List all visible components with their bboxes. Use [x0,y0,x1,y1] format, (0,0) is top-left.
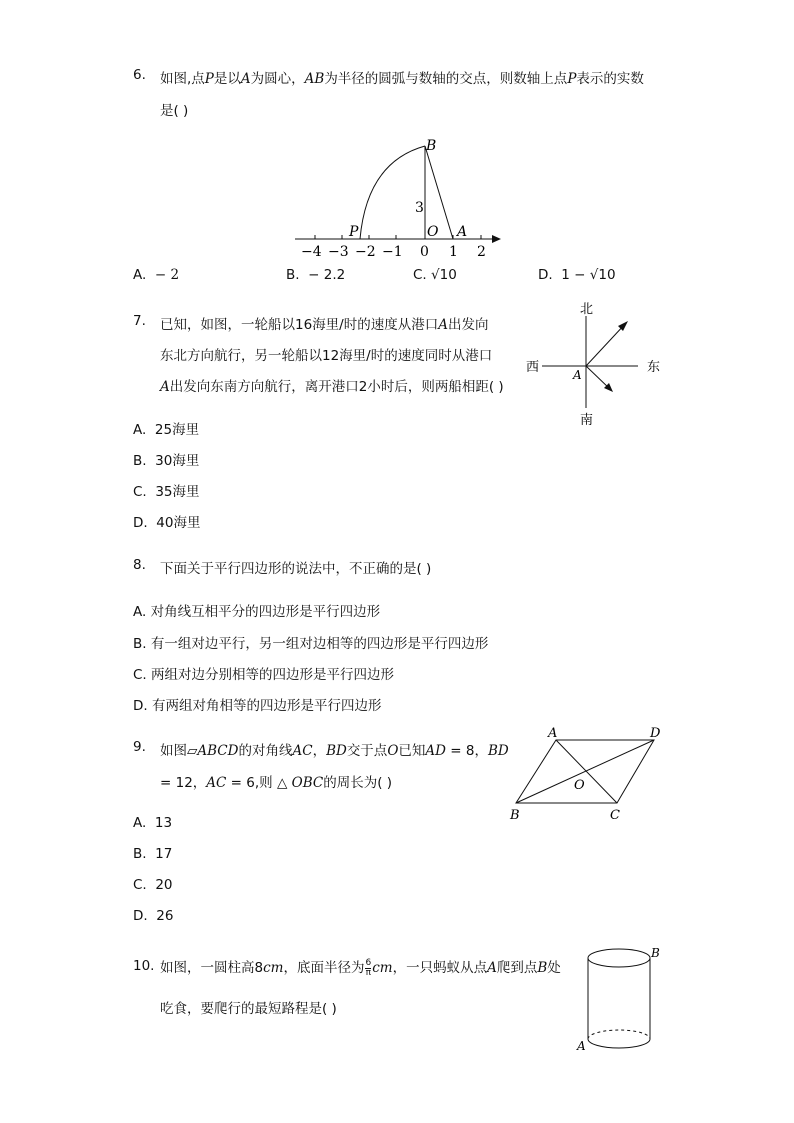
tick-label: −1 [382,244,403,260]
question-stem-line-2: 东北方向航行，另一轮船以12海里/时的速度同时从港口 [160,348,493,364]
option-b[interactable]: B. 30海里 [133,453,200,469]
cylinder-top [588,949,650,967]
tick-label: 2 [477,244,486,260]
label-a: A [457,224,468,240]
question-stem-line-3: A出发向东南方向航行，离开港口2小时后，则两船相距( ) [160,379,504,395]
option-a[interactable]: A. − 2 [133,267,180,283]
option-b[interactable]: B. 17 [133,846,173,862]
label-north: 北 [580,302,594,317]
tick-label: 1 [449,244,458,260]
cylinder-bottom-front [588,1039,650,1048]
question-stem-line-2: = 12，AC = 6,则 △ OBC的周长为( ) [160,775,393,791]
fraction-6-over-pi: $\frac{6}{\pi}$ [365,957,372,978]
option-d[interactable]: D. 26 [133,908,174,924]
label-a: A [548,726,558,741]
label-p: P [349,224,359,240]
label-d: D [650,726,661,741]
label-c: C [610,808,620,823]
label-b: B [651,946,660,960]
label-o: O [574,778,585,793]
question-stem-line-1: 如图，一圆柱高8cm，底面半径为 $\frac{6}{\pi}$ cm，一只蚂蚁从点A爬到点B处 [160,957,561,978]
question-number: 10. [133,958,155,974]
option-d[interactable]: D. 有两组对角相等的四边形是平行四边形 [133,698,382,714]
tick-label: −4 [301,244,322,260]
question-stem-line-1: 已知，如图，一轮船以16海里/时的速度从港口A出发向 [160,317,489,333]
question-stem-line-2: 吃食，要爬行的最短路程是( ) [160,1001,337,1017]
arc-bp [360,146,425,239]
diagonal-bd [516,740,654,803]
question-number: 9. [133,739,146,755]
tick-label: −3 [328,244,349,260]
option-d[interactable]: D. 1 − √10 [538,267,616,283]
compass-figure [520,298,670,430]
option-c[interactable]: C. √10 [413,267,457,283]
label-a: A [577,1039,586,1053]
option-b[interactable]: B. 有一组对边平行，另一组对边相等的四边形是平行四边形 [133,636,489,652]
option-a[interactable]: A. 对角线互相平分的四边形是平行四边形 [133,604,381,620]
northeast-arrow [586,323,626,366]
tick-label: 0 [420,244,429,260]
tick-label: −2 [355,244,376,260]
label-b: B [426,138,437,154]
number-line-figure [285,132,515,262]
label-west: 西 [526,360,540,375]
option-c[interactable]: C. 两组对边分别相等的四边形是平行四边形 [133,667,395,683]
question-number: 7. [133,313,146,329]
option-a[interactable]: A. 13 [133,815,173,831]
axis-arrow [492,235,501,243]
question-number: 6. [133,67,146,83]
label-o: O [427,224,439,240]
option-a[interactable]: A. 25海里 [133,422,200,438]
diagonal-ac [556,740,617,803]
label-east: 东 [647,360,661,375]
option-d[interactable]: D. 40海里 [133,515,201,531]
cylinder-figure [572,942,662,1057]
question-stem-line-2: 是( ) [160,103,189,119]
option-c[interactable]: C. 35海里 [133,484,200,500]
label-3: 3 [415,200,424,216]
question-number: 8. [133,557,146,573]
question-stem: 下面关于平行四边形的说法中，不正确的是( ) [160,561,432,577]
option-c[interactable]: C. 20 [133,877,173,893]
cylinder-bottom-back [588,1030,650,1039]
label-south: 南 [580,413,594,428]
question-stem-line-1: 如图▱ABCD的对角线AC，BD交于点O已知AD = 8，BD [160,743,509,759]
question-stem-line-1: 如图,点P是以A为圆心，AB为半径的圆弧与数轴的交点，则数轴上点P表示的实数 [160,71,644,87]
label-origin-a: A [573,368,582,382]
parallelogram-figure [502,725,672,825]
option-b[interactable]: B. − 2.2 [286,267,346,283]
label-b: B [510,808,520,823]
